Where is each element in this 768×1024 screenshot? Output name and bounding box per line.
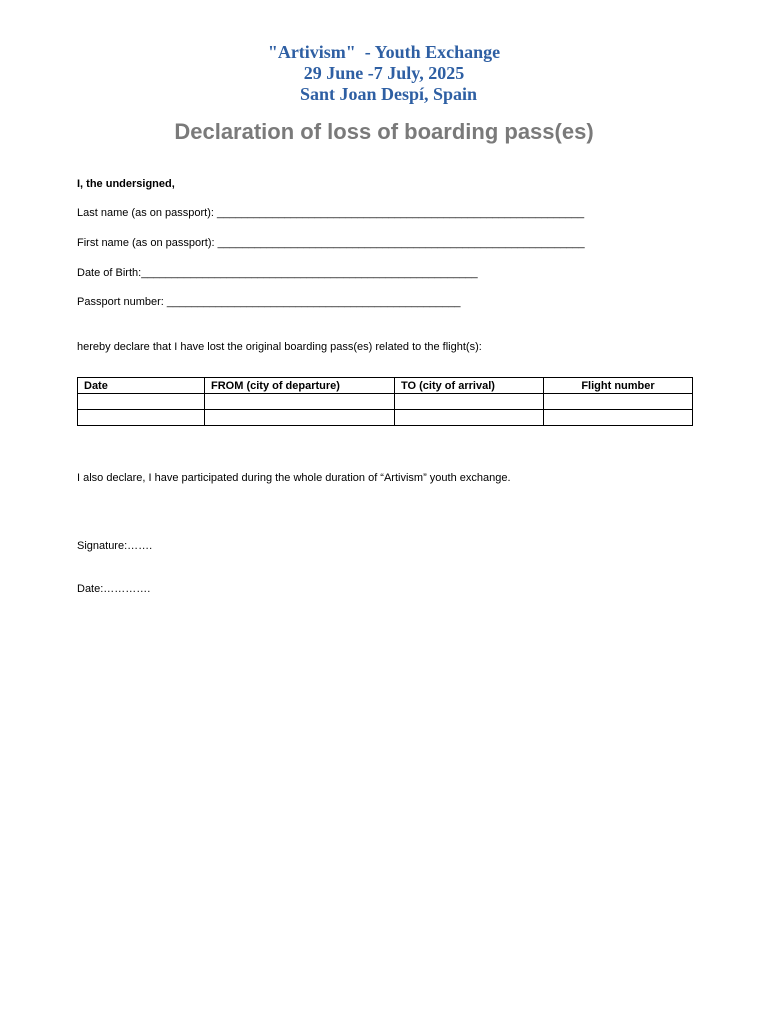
column-header-to: TO (city of arrival) [395, 378, 544, 394]
column-header-date: Date [78, 378, 205, 394]
declaration-text: hereby declare that I have lost the original boarding pass(es) related to the flight(s): [77, 341, 482, 353]
table-cell[interactable] [395, 394, 544, 410]
table-cell[interactable] [205, 410, 395, 426]
document-title: Declaration of loss of boarding pass(es) [174, 119, 594, 144]
table-row [78, 410, 693, 426]
signature-line: Signature:……. [77, 540, 153, 552]
participation-statement: I also declare, I have participated during the whole duration of “Artivism” youth exchange. [77, 472, 511, 484]
event-dates: 29 June -7 July, 2025 [303, 63, 465, 83]
event-header [0, 42, 768, 105]
table-row [78, 394, 693, 410]
table-header-row [78, 378, 693, 394]
table-cell[interactable] [78, 410, 205, 426]
table-cell[interactable] [544, 394, 693, 410]
table-cell[interactable] [395, 410, 544, 426]
table-cell[interactable] [205, 394, 395, 410]
first-name-field: First name (as on passport): ____________________________________________________________ [77, 237, 585, 249]
table-cell[interactable] [544, 410, 693, 426]
event-name: "Artivism" - Youth Exchange [267, 42, 501, 62]
event-location: Sant Joan Despí, Spain [290, 84, 478, 104]
table-cell[interactable] [78, 394, 205, 410]
last-name-field: Last name (as on passport): ____________________________________________________________ [77, 207, 585, 219]
column-header-flight-number: Flight number [544, 378, 693, 394]
date-line: Date:…………. [77, 583, 151, 595]
intro-text: I, the undersigned, [77, 178, 175, 190]
flights-table [77, 377, 693, 426]
passport-number-field: Passport number: ________________________________________________ [77, 296, 461, 308]
date-of-birth-field: Date of Birth:_______________________________________________________ [77, 267, 478, 279]
column-header-from: FROM (city of departure) [205, 378, 395, 394]
